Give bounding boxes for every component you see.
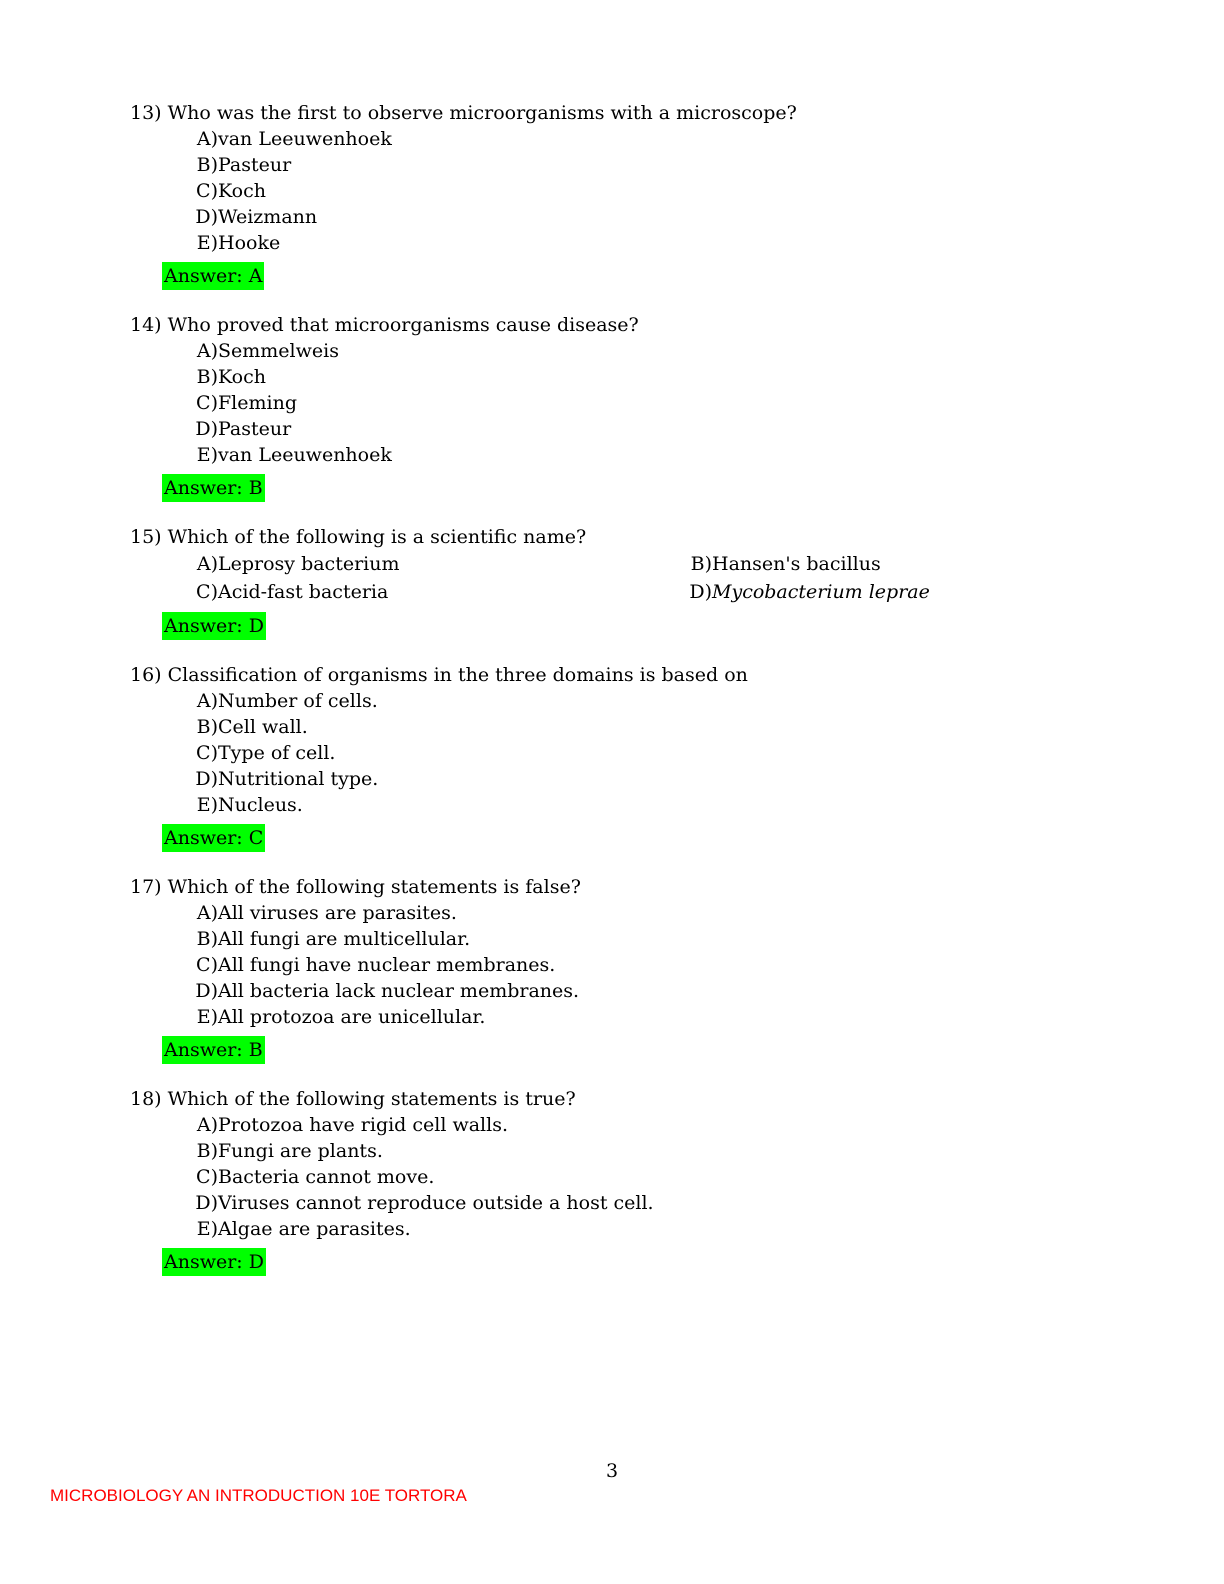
option-b (130, 364, 1030, 390)
option-c (130, 178, 1030, 204)
option-label: B) (196, 366, 218, 388)
option-text: Type of cell. (218, 742, 336, 764)
option-text: Cell wall. (218, 716, 308, 738)
option-text: Number of cells. (218, 690, 378, 712)
option-label: A) (196, 690, 218, 712)
option-label: A) (196, 902, 218, 924)
option-e (130, 442, 1030, 468)
option-text: All viruses are parasites. (218, 902, 457, 924)
option-label: E) (196, 444, 218, 466)
option-d (130, 416, 1030, 442)
answer-badge: Answer: A (162, 262, 264, 290)
option-d (130, 978, 1030, 1004)
option-d (130, 204, 1030, 230)
option-c (196, 578, 389, 606)
option-text: Mycobacterium leprae (712, 581, 930, 603)
option-text: van Leeuwenhoek (218, 444, 392, 466)
question-stem: 13) Who was the first to observe microorganisms with a microscope? (130, 102, 797, 124)
option-row (130, 550, 1030, 578)
option-text: Leprosy bacterium (218, 553, 400, 575)
option-label: D) (195, 206, 218, 228)
option-label: B) (196, 154, 218, 176)
option-a (130, 1112, 1030, 1138)
option-a (130, 688, 1030, 714)
option-c (130, 390, 1030, 416)
option-label: A) (196, 1114, 218, 1136)
question-17 (130, 874, 1030, 1064)
option-label: A) (196, 553, 218, 575)
option-row (130, 578, 1030, 606)
option-label: C) (196, 392, 218, 414)
option-label: D) (689, 581, 712, 603)
option-text: Semmelweis (218, 340, 339, 362)
option-text: Bacteria cannot move. (218, 1166, 435, 1188)
option-label: D) (195, 768, 218, 790)
option-label: E) (196, 1218, 218, 1240)
option-b (130, 1138, 1030, 1164)
option-label: B) (196, 928, 218, 950)
option-text: Acid-fast bacteria (218, 581, 389, 603)
option-e (130, 792, 1030, 818)
option-d (130, 1190, 1030, 1216)
option-text: Fleming (218, 392, 297, 414)
option-label: E) (196, 1006, 218, 1028)
option-text: Koch (218, 180, 267, 202)
option-b (690, 550, 881, 578)
option-label: B) (196, 1140, 218, 1162)
option-label: C) (196, 180, 218, 202)
option-b (130, 152, 1030, 178)
option-label: E) (196, 794, 218, 816)
option-c (130, 952, 1030, 978)
option-label: B) (690, 553, 712, 575)
option-label: D) (195, 418, 218, 440)
option-a (130, 338, 1030, 364)
option-e (130, 230, 1030, 256)
option-text: Fungi are plants. (218, 1140, 383, 1162)
option-text: Algae are parasites. (218, 1218, 411, 1240)
option-text: Koch (218, 366, 267, 388)
question-stem: 15) Which of the following is a scientific name? (130, 526, 587, 548)
option-b (130, 714, 1030, 740)
option-a (196, 550, 400, 578)
question-stem: 16) Classification of organisms in the three domains is based on (130, 664, 748, 686)
option-text: Weizmann (218, 206, 318, 228)
option-label: D) (195, 1192, 218, 1214)
option-text: Pasteur (218, 154, 292, 176)
option-text: Nucleus. (218, 794, 303, 816)
option-d (689, 578, 930, 606)
option-label: C) (196, 954, 218, 976)
option-label: C) (196, 742, 218, 764)
question-stem: 17) Which of the following statements is false? (130, 876, 581, 898)
option-a (130, 900, 1030, 926)
question-stem: 18) Which of the following statements is true? (130, 1088, 576, 1110)
option-e (130, 1216, 1030, 1242)
option-label: C) (196, 1166, 218, 1188)
option-c (130, 740, 1030, 766)
question-15 (130, 524, 1030, 640)
option-label: D) (195, 980, 218, 1002)
option-text: All bacteria lack nuclear membranes. (218, 980, 580, 1002)
option-text: Hooke (218, 232, 281, 254)
option-text: All protozoa are unicellular. (218, 1006, 486, 1028)
question-13 (130, 100, 1030, 290)
question-14 (130, 312, 1030, 502)
answer-badge: Answer: C (162, 824, 265, 852)
option-label: C) (196, 581, 218, 603)
option-text: Viruses cannot reproduce outside a host cell. (218, 1192, 654, 1214)
option-label: A) (196, 128, 218, 150)
option-text: Pasteur (218, 418, 292, 440)
question-16 (130, 662, 1030, 852)
option-text: van Leeuwenhoek (218, 128, 392, 150)
answer-badge: Answer: B (162, 474, 265, 502)
option-label: B) (196, 716, 218, 738)
page-number: 3 (605, 1460, 619, 1482)
option-text: Protozoa have rigid cell walls. (218, 1114, 508, 1136)
option-label: E) (196, 232, 218, 254)
option-text: Nutritional type. (218, 768, 379, 790)
option-text: All fungi are multicellular. (218, 928, 471, 950)
option-text: All fungi have nuclear membranes. (218, 954, 556, 976)
answer-badge: Answer: D (162, 612, 266, 640)
option-c (130, 1164, 1030, 1190)
answer-badge: Answer: B (162, 1036, 265, 1064)
option-a (130, 126, 1030, 152)
option-e (130, 1004, 1030, 1030)
footer-text: MICROBIOLOGY AN INTRODUCTION 10E TORTORA (50, 1486, 467, 1505)
option-b (130, 926, 1030, 952)
question-18 (130, 1086, 1030, 1276)
option-d (130, 766, 1030, 792)
question-stem: 14) Who proved that microorganisms cause disease? (130, 314, 639, 336)
option-label: A) (196, 340, 218, 362)
answer-badge: Answer: D (162, 1248, 266, 1276)
option-text: Hansen's bacillus (712, 553, 881, 575)
